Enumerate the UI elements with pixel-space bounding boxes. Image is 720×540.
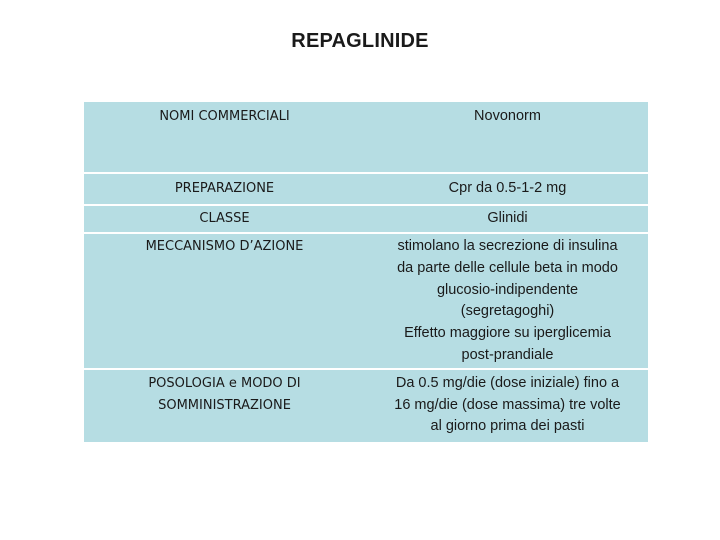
value-line: da parte delle cellule beta in modo bbox=[397, 259, 618, 276]
row-value bbox=[367, 370, 648, 442]
value-line: Novonorm bbox=[474, 108, 541, 124]
row-label: PREPARAZIONE bbox=[174, 181, 275, 196]
value-line: 16 mg/die (dose massima) tre volte bbox=[394, 396, 621, 413]
value-line: glucosio-indipendente bbox=[436, 281, 579, 298]
value-line: post-prandiale bbox=[461, 346, 554, 363]
table-row-class bbox=[84, 206, 648, 232]
table-row-dosage bbox=[84, 370, 648, 442]
table-row-preparation bbox=[84, 174, 648, 204]
row-label: MECCANISMO D’AZIONE bbox=[145, 239, 304, 254]
value-line: Da 0.5 mg/die (dose iniziale) fino a bbox=[395, 375, 620, 391]
value-line: stimolano la secrezione di insulina bbox=[397, 238, 618, 254]
value-line: Glinidi bbox=[487, 210, 528, 226]
row-value bbox=[367, 174, 648, 204]
row-label: NOMI COMMERCIALI bbox=[159, 109, 290, 124]
table-row-trade-names bbox=[84, 102, 648, 172]
value-line: al giorno prima dei pasti bbox=[430, 418, 585, 434]
drug-info-table bbox=[84, 102, 648, 442]
row-value bbox=[367, 102, 648, 172]
label-line: SOMMINISTRAZIONE bbox=[158, 397, 291, 413]
row-value bbox=[367, 234, 648, 368]
row-label bbox=[84, 370, 365, 442]
table-row-mechanism bbox=[84, 234, 648, 368]
row-value bbox=[367, 206, 648, 232]
value-line: (segretagoghi) bbox=[460, 303, 555, 320]
label-line: POSOLOGIA e MODO DI bbox=[148, 376, 301, 391]
page-title: REPAGLINIDE bbox=[291, 30, 429, 52]
value-line: Effetto maggiore su iperglicemia bbox=[404, 325, 611, 342]
value-line: Cpr da 0.5-1-2 mg bbox=[448, 180, 567, 196]
row-label: CLASSE bbox=[199, 211, 250, 226]
